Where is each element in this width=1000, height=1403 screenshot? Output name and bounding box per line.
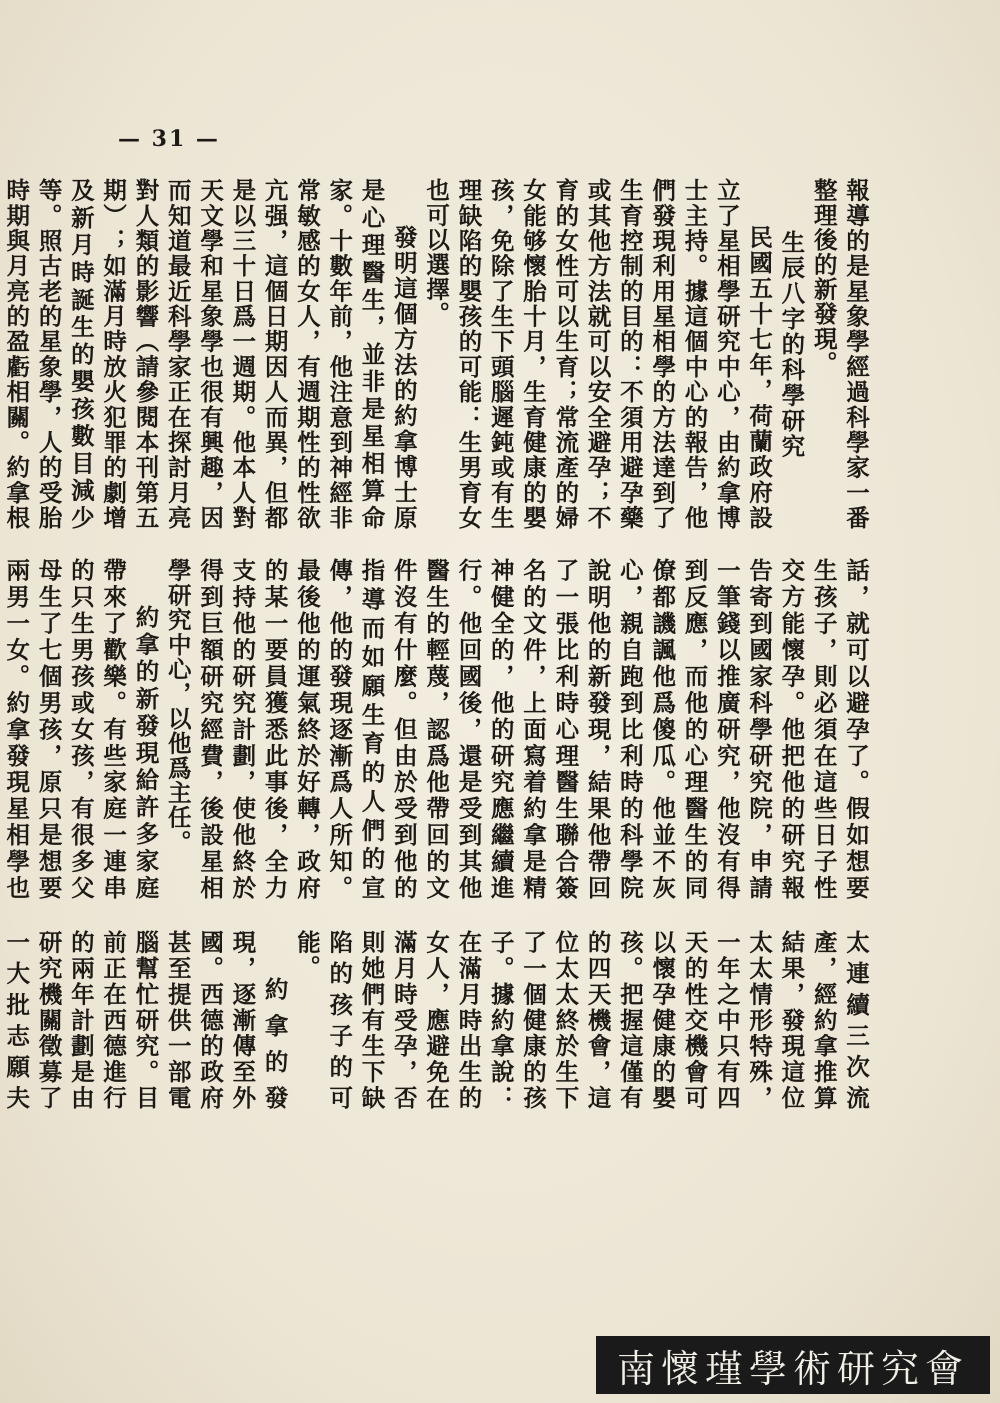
page-number: — 31 — xyxy=(118,126,220,152)
article-column-top xyxy=(2,178,872,530)
paragraph-west-germany: 約拿的發現，逐漸傳至外國。西德的政府甚至提供一部電腦幫忙研究。目前正在西德進行的兩年計劃是由研究機關徵募了一大批志願夫 xyxy=(2,930,289,1110)
paragraph-gender-selection: 約拿的新發現給許多家庭帶來了歡樂。有些家庭一連串的只生男孩或女孩，有很多父母生了七個男孩，原只是想要兩男一女。約拿發現星相學也 xyxy=(2,558,160,900)
watermark-banner xyxy=(596,1336,990,1394)
article-column-middle xyxy=(2,558,872,900)
watermark-text: 南懷瑾學術研究會 xyxy=(616,1346,969,1391)
paragraph-continuation: 話，就可以避孕了。假如想要生孩子，則必須在這些日子性交方能懷孕。他把他的研究報告寄到國家科學研究院，申請一筆錢以推廣研究，他沒有得到反應，而他的心理醫生的同僚都譏諷他爲傻瓜。他並不灰心，親自跑到比利時的科學院說明他的新發現，結果他帶回了一張比利時心理醫生聯合簽名的文件，上面寫着約拿是精神健全的，他的研究應繼續進行。他回國後，還是受到其他醫生的輕蔑，認爲他帶回的文件沒有什麼。但由於受到他的指導而如願生育的人們的宣傳，他的發現逐漸爲人所知。最後他的運氣終於好轉，政府的某一要員獲悉此事後，全力支持他的研究計劃，使他終於得到巨額研究經費，後設星相學研究中心，以他爲主任。 xyxy=(163,558,870,900)
intro-paragraph: 報導的是星象學經過科學家一番整理後的新發現。 xyxy=(809,178,870,530)
section-heading: 生辰八字的科學研究 xyxy=(777,229,806,460)
paragraph-research-center: 民國五十七年，荷蘭政府設立了星相學研究中心，由約拿博士主持。據這個中心的報告，他們發現利用星相學的方法達到了生育控制的目的：不須用避孕藥或其他方法就可以安全避孕；不育的女性可以生育；常流產的婦女能够懷胎十月，生育健康的嬰孩，免除了生下頭腦遲鈍或有生理缺陷的嬰孩的可能：生男育女也可以選擇。 xyxy=(422,178,774,530)
article-column-bottom xyxy=(2,930,872,1110)
paragraph-case-study: 太連續三次流產，經約拿推算結果，發現這位太太情形特殊，一年之中只有四天的性交機會可以懷孕健康的嬰孩。把握這僅有的四天機會，這位太太終於生下了一個健康的孩子。據約拿說：在滿月時出生的女人，應避免在滿月時受孕，否則她們有生下缺陷的孩子的可能。 xyxy=(292,930,870,1110)
paragraph-inventor: 發明這個方法的約拿博士原是心理醫生，並非是星相算命家。十數年前，他注意到神經非常敏感的女人，有週期性的性欲亢强，這個日期因人而異，但都是以三十日爲一週期。他本人對天文學和星象學也很有興趣，因而知道最近科學家正在探討月亮對人類的影響（請參閱本刊第五期）；如滿月時放火犯罪的劇增及新月時誕生的嬰孩數目減少等。照古老的星象學，人的受胎時期與月亮的盈虧相關。約拿根 xyxy=(2,178,418,530)
